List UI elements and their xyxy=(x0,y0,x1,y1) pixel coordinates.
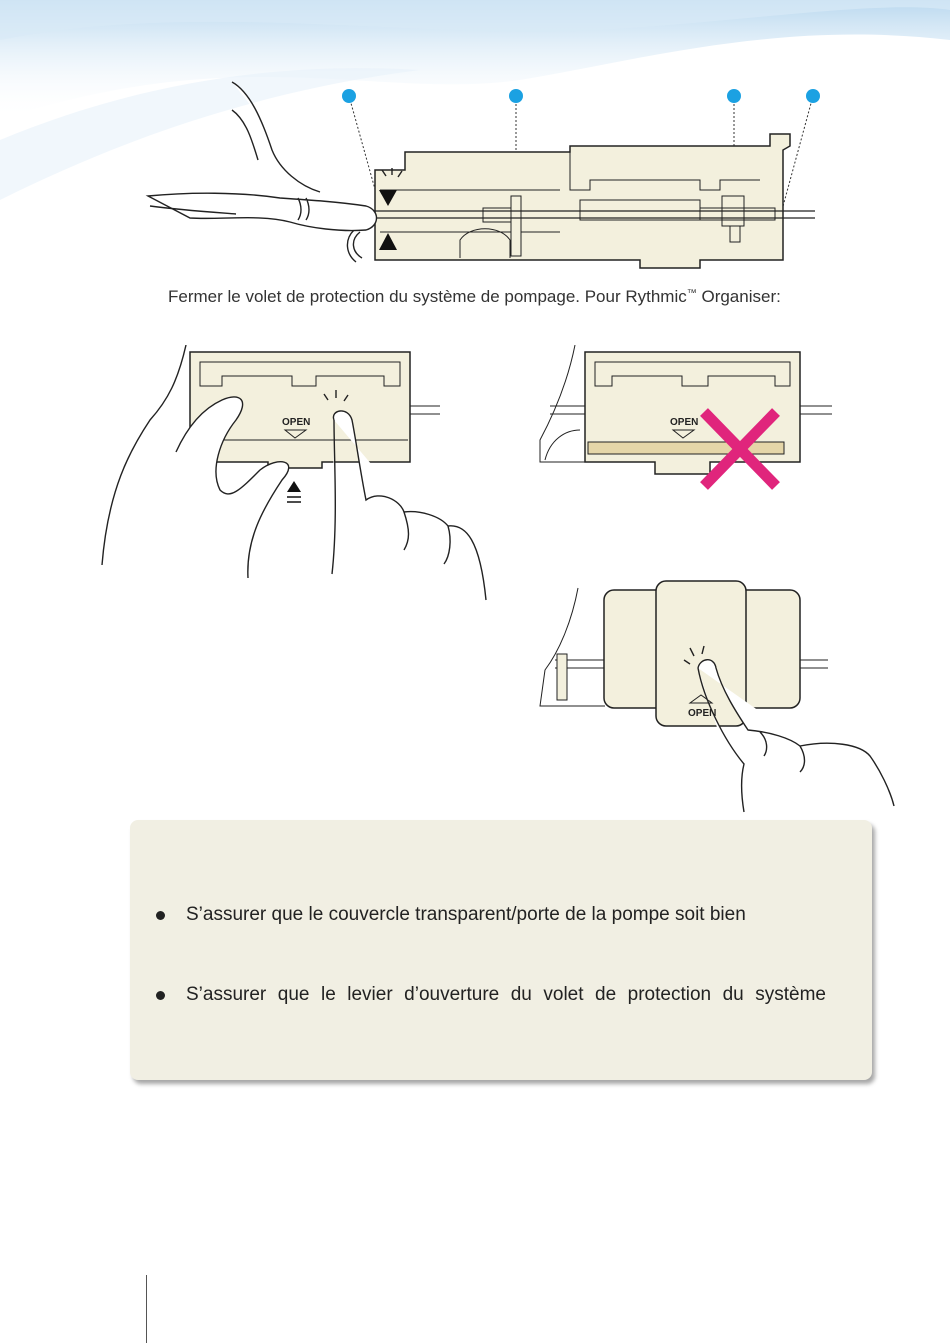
pointing-hand-illustration xyxy=(148,82,377,231)
closed-cover-figure xyxy=(535,575,897,815)
open-label-wrong: OPEN xyxy=(670,417,699,428)
callout-dot-1 xyxy=(342,89,356,103)
figure-caption xyxy=(168,287,868,307)
note-item xyxy=(156,984,826,1006)
note-item xyxy=(156,904,826,926)
pump-closing-figure xyxy=(140,80,830,280)
note-box xyxy=(130,820,872,1080)
open-label-cover: OPEN xyxy=(688,708,717,719)
trademark-symbol: ™ xyxy=(686,288,697,299)
open-label-left: OPEN xyxy=(282,417,311,428)
callout-dot-2 xyxy=(509,89,523,103)
caption-text-after: Organiser: xyxy=(696,287,781,306)
callout-dot-3 xyxy=(727,89,741,103)
note-item-text: S’assurer que le couvercle transparent/porte de la pompe soit bien xyxy=(186,904,746,925)
bullet-icon xyxy=(156,911,165,920)
bullet-icon xyxy=(156,991,165,1000)
correct-closing-figure xyxy=(100,345,500,605)
incorrect-closing-figure xyxy=(535,345,835,495)
callout-dot-4 xyxy=(806,89,820,103)
margin-rule xyxy=(146,1275,147,1343)
note-item-text: S’assurer que le levier d’ouverture du volet de protection du système xyxy=(186,984,826,1005)
caption-text: Fermer le volet de protection du système de pompage. Pour Rythmic xyxy=(168,287,687,306)
